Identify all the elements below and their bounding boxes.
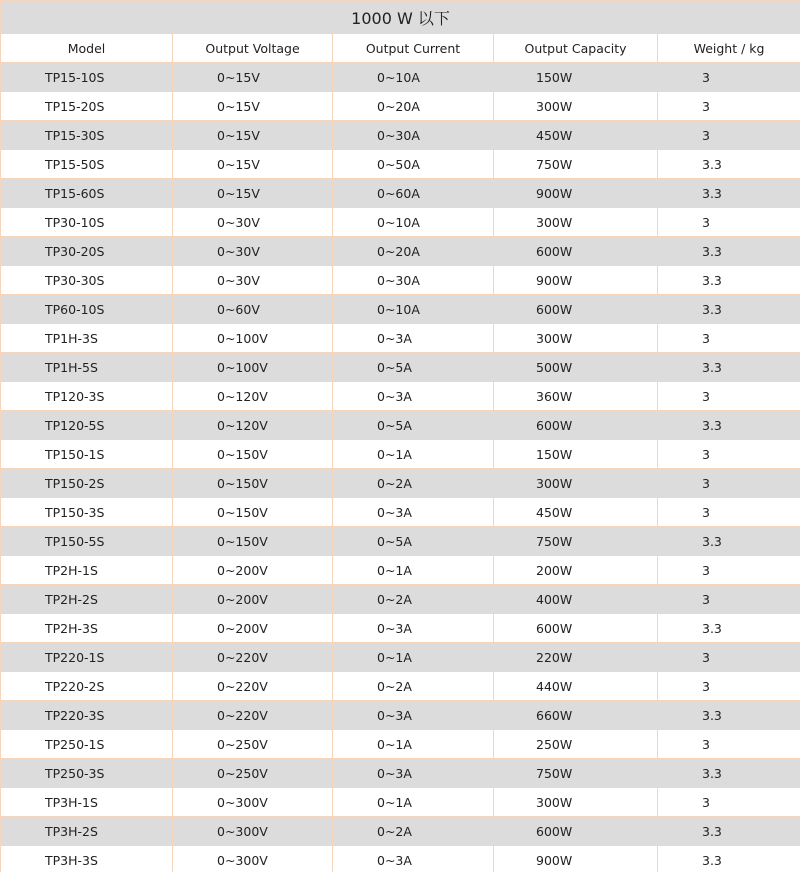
cell-output-voltage: 0~220V — [173, 701, 333, 730]
cell-output-current: 0~60A — [333, 179, 494, 208]
table-row — [1, 585, 800, 614]
cell-output-capacity: 250W — [494, 730, 658, 759]
cell-output-current: 0~1A — [333, 730, 494, 759]
table-row — [1, 440, 800, 469]
cell-output-voltage: 0~150V — [173, 527, 333, 556]
table-row — [1, 672, 800, 701]
cell-model: TP2H-2S — [1, 585, 173, 614]
cell-model: TP30-30S — [1, 266, 173, 295]
cell-model: TP120-3S — [1, 382, 173, 411]
header-output-capacity: Output Capacity — [494, 34, 658, 63]
cell-weight: 3.3 — [658, 295, 800, 324]
cell-output-current: 0~20A — [333, 237, 494, 266]
cell-output-voltage: 0~250V — [173, 759, 333, 788]
cell-output-voltage: 0~150V — [173, 498, 333, 527]
cell-output-voltage: 0~120V — [173, 382, 333, 411]
cell-weight: 3 — [658, 730, 800, 759]
cell-output-current: 0~5A — [333, 353, 494, 382]
cell-weight: 3 — [658, 121, 800, 150]
cell-weight: 3 — [658, 469, 800, 498]
cell-model: TP1H-5S — [1, 353, 173, 382]
cell-model: TP150-1S — [1, 440, 173, 469]
table-row — [1, 324, 800, 353]
cell-output-capacity: 300W — [494, 469, 658, 498]
cell-output-capacity: 200W — [494, 556, 658, 585]
cell-output-voltage: 0~150V — [173, 440, 333, 469]
table-row — [1, 846, 800, 872]
table-row — [1, 266, 800, 295]
cell-output-voltage: 0~15V — [173, 179, 333, 208]
cell-output-capacity: 600W — [494, 295, 658, 324]
cell-output-voltage: 0~100V — [173, 324, 333, 353]
cell-model: TP3H-1S — [1, 788, 173, 817]
table-row — [1, 817, 800, 846]
cell-output-current: 0~1A — [333, 643, 494, 672]
cell-weight: 3.3 — [658, 614, 800, 643]
cell-output-voltage: 0~120V — [173, 411, 333, 440]
cell-output-capacity: 750W — [494, 527, 658, 556]
table-row — [1, 121, 800, 150]
table-row — [1, 208, 800, 237]
cell-output-capacity: 150W — [494, 440, 658, 469]
table-row — [1, 556, 800, 585]
table-row — [1, 498, 800, 527]
table-row — [1, 469, 800, 498]
header-row — [1, 34, 800, 63]
table-row — [1, 730, 800, 759]
table-row — [1, 63, 800, 92]
cell-model: TP1H-3S — [1, 324, 173, 353]
cell-weight: 3 — [658, 382, 800, 411]
cell-output-voltage: 0~30V — [173, 266, 333, 295]
cell-output-current: 0~10A — [333, 63, 494, 92]
cell-output-voltage: 0~150V — [173, 469, 333, 498]
cell-output-voltage: 0~250V — [173, 730, 333, 759]
cell-output-capacity: 900W — [494, 846, 658, 872]
cell-output-voltage: 0~300V — [173, 846, 333, 872]
table-row — [1, 295, 800, 324]
cell-model: TP250-1S — [1, 730, 173, 759]
cell-weight: 3 — [658, 672, 800, 701]
cell-output-capacity: 900W — [494, 266, 658, 295]
cell-model: TP220-1S — [1, 643, 173, 672]
cell-output-voltage: 0~220V — [173, 643, 333, 672]
cell-model: TP2H-3S — [1, 614, 173, 643]
table-row — [1, 179, 800, 208]
cell-model: TP3H-3S — [1, 846, 173, 872]
cell-model: TP250-3S — [1, 759, 173, 788]
table-row — [1, 382, 800, 411]
cell-output-capacity: 150W — [494, 63, 658, 92]
cell-model: TP220-2S — [1, 672, 173, 701]
cell-output-capacity: 440W — [494, 672, 658, 701]
cell-output-current: 0~2A — [333, 672, 494, 701]
cell-model: TP2H-1S — [1, 556, 173, 585]
cell-output-capacity: 900W — [494, 179, 658, 208]
cell-output-capacity: 660W — [494, 701, 658, 730]
cell-weight: 3 — [658, 556, 800, 585]
cell-output-capacity: 220W — [494, 643, 658, 672]
cell-output-current: 0~50A — [333, 150, 494, 179]
cell-output-capacity: 300W — [494, 788, 658, 817]
cell-output-current: 0~10A — [333, 208, 494, 237]
header-weight: Weight / kg — [658, 34, 800, 63]
cell-model: TP30-20S — [1, 237, 173, 266]
cell-weight: 3.3 — [658, 411, 800, 440]
cell-weight: 3 — [658, 585, 800, 614]
cell-weight: 3.3 — [658, 759, 800, 788]
table-row — [1, 759, 800, 788]
cell-output-current: 0~3A — [333, 759, 494, 788]
cell-weight: 3 — [658, 324, 800, 353]
cell-model: TP150-3S — [1, 498, 173, 527]
cell-output-capacity: 750W — [494, 150, 658, 179]
cell-weight: 3 — [658, 643, 800, 672]
cell-output-current: 0~3A — [333, 614, 494, 643]
cell-output-current: 0~3A — [333, 498, 494, 527]
cell-output-capacity: 300W — [494, 324, 658, 353]
cell-output-voltage: 0~15V — [173, 121, 333, 150]
cell-weight: 3 — [658, 92, 800, 121]
cell-weight: 3.3 — [658, 237, 800, 266]
table-row — [1, 92, 800, 121]
cell-output-current: 0~3A — [333, 324, 494, 353]
cell-output-current: 0~2A — [333, 585, 494, 614]
cell-model: TP220-3S — [1, 701, 173, 730]
cell-output-capacity: 600W — [494, 237, 658, 266]
cell-output-voltage: 0~30V — [173, 237, 333, 266]
header-output-voltage: Output Voltage — [173, 34, 333, 63]
cell-output-capacity: 600W — [494, 614, 658, 643]
cell-model: TP15-10S — [1, 63, 173, 92]
table-title: 1000 W 以下 — [1, 1, 800, 34]
cell-output-current: 0~20A — [333, 92, 494, 121]
cell-output-voltage: 0~60V — [173, 295, 333, 324]
cell-output-current: 0~1A — [333, 556, 494, 585]
cell-output-voltage: 0~200V — [173, 585, 333, 614]
cell-model: TP150-5S — [1, 527, 173, 556]
header-output-current: Output Current — [333, 34, 494, 63]
cell-output-current: 0~10A — [333, 295, 494, 324]
cell-output-capacity: 300W — [494, 92, 658, 121]
cell-output-voltage: 0~220V — [173, 672, 333, 701]
cell-weight: 3 — [658, 63, 800, 92]
cell-weight: 3.3 — [658, 701, 800, 730]
table-row — [1, 353, 800, 382]
cell-model: TP30-10S — [1, 208, 173, 237]
cell-weight: 3 — [658, 440, 800, 469]
cell-output-current: 0~30A — [333, 121, 494, 150]
cell-output-voltage: 0~200V — [173, 614, 333, 643]
cell-output-voltage: 0~200V — [173, 556, 333, 585]
cell-model: TP15-50S — [1, 150, 173, 179]
cell-output-current: 0~1A — [333, 440, 494, 469]
cell-output-capacity: 300W — [494, 208, 658, 237]
cell-output-voltage: 0~30V — [173, 208, 333, 237]
cell-model: TP60-10S — [1, 295, 173, 324]
cell-output-capacity: 450W — [494, 121, 658, 150]
cell-output-current: 0~3A — [333, 382, 494, 411]
cell-output-voltage: 0~15V — [173, 150, 333, 179]
cell-model: TP15-30S — [1, 121, 173, 150]
cell-weight: 3.3 — [658, 150, 800, 179]
cell-output-capacity: 750W — [494, 759, 658, 788]
cell-model: TP150-2S — [1, 469, 173, 498]
header-model: Model — [1, 34, 173, 63]
cell-output-current: 0~5A — [333, 527, 494, 556]
cell-output-capacity: 360W — [494, 382, 658, 411]
cell-model: TP15-60S — [1, 179, 173, 208]
cell-output-voltage: 0~15V — [173, 63, 333, 92]
table-row — [1, 643, 800, 672]
cell-output-capacity: 600W — [494, 817, 658, 846]
cell-model: TP3H-2S — [1, 817, 173, 846]
table-row — [1, 527, 800, 556]
cell-output-current: 0~1A — [333, 788, 494, 817]
cell-weight: 3 — [658, 498, 800, 527]
cell-output-capacity: 400W — [494, 585, 658, 614]
cell-weight: 3.3 — [658, 179, 800, 208]
cell-output-voltage: 0~100V — [173, 353, 333, 382]
cell-output-current: 0~2A — [333, 817, 494, 846]
cell-output-capacity: 450W — [494, 498, 658, 527]
table-row — [1, 701, 800, 730]
cell-output-current: 0~2A — [333, 469, 494, 498]
cell-weight: 3.3 — [658, 353, 800, 382]
cell-output-current: 0~3A — [333, 846, 494, 872]
cell-model: TP120-5S — [1, 411, 173, 440]
cell-output-capacity: 600W — [494, 411, 658, 440]
cell-output-current: 0~5A — [333, 411, 494, 440]
cell-output-current: 0~3A — [333, 701, 494, 730]
cell-output-voltage: 0~15V — [173, 92, 333, 121]
cell-weight: 3 — [658, 788, 800, 817]
table-title-row — [1, 1, 800, 34]
cell-output-voltage: 0~300V — [173, 788, 333, 817]
cell-output-capacity: 500W — [494, 353, 658, 382]
cell-weight: 3.3 — [658, 846, 800, 872]
cell-weight: 3.3 — [658, 266, 800, 295]
table-row — [1, 237, 800, 266]
cell-weight: 3.3 — [658, 817, 800, 846]
cell-output-current: 0~30A — [333, 266, 494, 295]
cell-output-voltage: 0~300V — [173, 817, 333, 846]
cell-model: TP15-20S — [1, 92, 173, 121]
table-row — [1, 788, 800, 817]
cell-weight: 3.3 — [658, 527, 800, 556]
table-row — [1, 411, 800, 440]
table-row — [1, 150, 800, 179]
table-row — [1, 614, 800, 643]
cell-weight: 3 — [658, 208, 800, 237]
